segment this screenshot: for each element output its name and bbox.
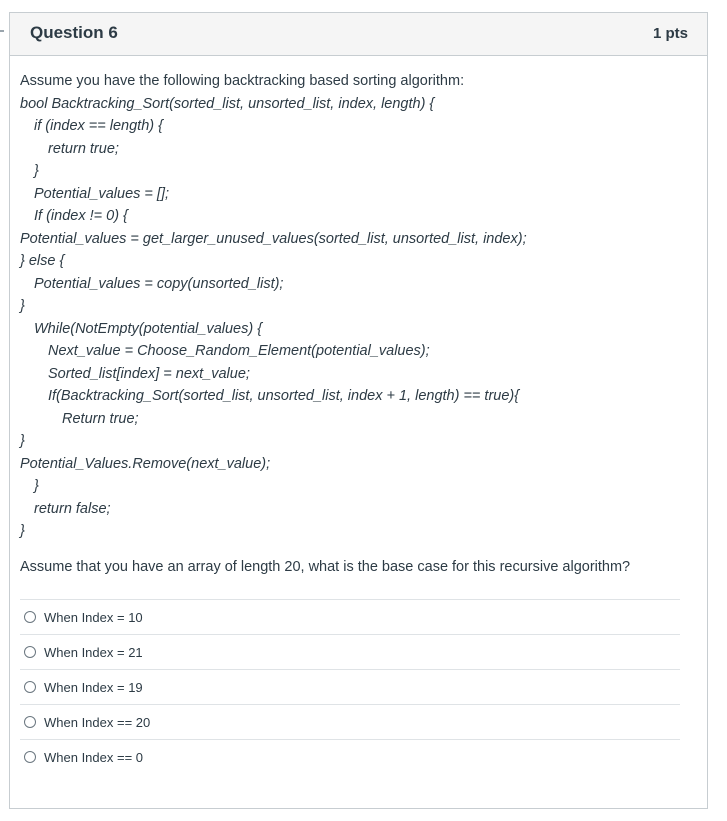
code-line: return true; <box>48 140 119 157</box>
code-line: bool Backtracking_Sort(sorted_list, unsorted_list, index, length) { <box>20 95 435 112</box>
code-line: } <box>20 523 25 539</box>
answer-label[interactable]: When Index = 21 <box>44 644 143 660</box>
answer-option[interactable] <box>20 599 680 634</box>
question-points: 1 pts <box>652 25 688 42</box>
code-block <box>20 93 680 543</box>
question-text <box>20 70 680 578</box>
code-line: } <box>34 163 39 179</box>
code-line: return false; <box>34 500 111 517</box>
radio-button[interactable] <box>24 751 36 763</box>
answer-option[interactable] <box>20 739 680 774</box>
code-line: } <box>34 478 39 494</box>
code-line: While(NotEmpty(potential_values) { <box>34 320 263 337</box>
answer-option[interactable] <box>20 704 680 739</box>
code-line: Potential_values = []; <box>34 185 170 202</box>
radio-button[interactable] <box>24 716 36 728</box>
code-line: Potential_Values.Remove(next_value); <box>20 455 271 472</box>
question-header <box>10 13 707 56</box>
code-line: Next_value = Choose_Random_Element(potential_values); <box>48 343 430 359</box>
radio-button[interactable] <box>24 681 36 693</box>
code-line: } else { <box>20 253 65 269</box>
code-line: If(Backtracking_Sort(sorted_list, unsorted_list, index + 1, length) == true){ <box>48 388 520 404</box>
answer-label[interactable]: When Index == 20 <box>44 714 151 730</box>
radio-button[interactable] <box>24 611 36 623</box>
answer-list <box>20 599 680 774</box>
answer-option[interactable] <box>20 634 680 669</box>
code-line: } <box>20 298 25 314</box>
code-line: if (index == length) { <box>34 118 163 134</box>
code-line: Potential_values = get_larger_unused_values(sorted_list, unsorted_list, index); <box>20 230 527 247</box>
code-line: Return true; <box>62 410 139 427</box>
answer-label[interactable]: When Index = 10 <box>44 609 143 625</box>
question-intro: Assume you have the following backtracking based sorting algorithm: <box>20 73 465 89</box>
left-edge-marker <box>0 30 4 32</box>
question-title: Question 6 <box>30 23 118 42</box>
code-line: Potential_values = copy(unsorted_list); <box>34 275 284 292</box>
code-line: Sorted_list[index] = next_value; <box>48 365 250 382</box>
answer-label[interactable]: When Index = 19 <box>44 679 143 695</box>
answer-label[interactable]: When Index == 0 <box>44 749 144 765</box>
radio-button[interactable] <box>24 646 36 658</box>
code-line: } <box>20 433 25 449</box>
question-prompt: Assume that you have an array of length 20, what is the base case for this recursive algorithm? <box>20 558 631 575</box>
code-line: If (index != 0) { <box>34 208 128 224</box>
answer-option[interactable] <box>20 669 680 704</box>
